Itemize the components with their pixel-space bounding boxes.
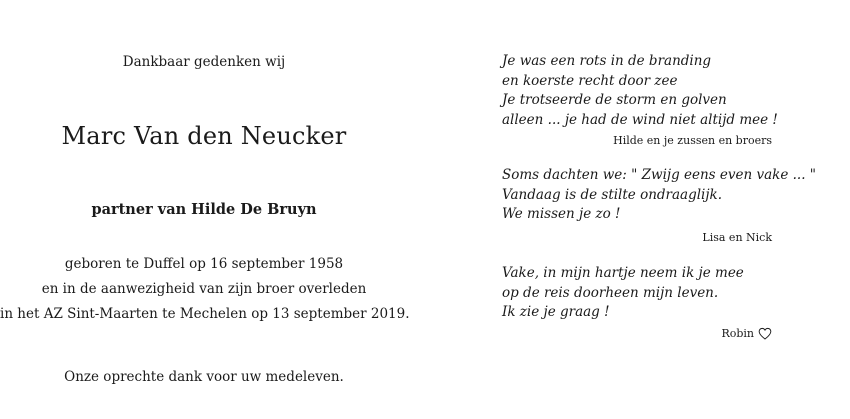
closing-text: Onze oprechte dank voor uw medeleven. [64,369,344,385]
poem-1-line: Je was een rots in de branding [502,53,712,69]
biography [0,252,408,327]
bio-line-presence: en in de aanwezigheid van zijn broer overleden [41,281,367,297]
poem-2-line: We missen je zo ! [502,206,621,222]
poem-3-signature-text: Robin [721,327,754,340]
poem-3-line: Vake, in mijn hartje neem ik je mee [502,265,744,281]
poem-1-line: Je trotseerde de storm en golven [502,92,727,108]
deceased-name: Marc Van den Neucker [61,122,347,150]
right-panel [486,0,850,419]
partner-line: partner van Hilde De Bruyn [91,201,317,218]
poem-3-signature [721,327,772,340]
heart-outline-icon [758,327,772,340]
poem-3 [502,264,744,323]
intro-text: Dankbaar gedenken wij [122,54,286,70]
poem-3-line: op de reis doorheen mijn leven. [502,284,719,301]
bio-line-death: in het AZ Sint-Maarten te Mechelen op 13 september 2019. [0,306,410,322]
poem-1 [502,52,778,130]
poem-2-line: Vandaag is de stilte ondraaglijk. [502,186,723,203]
bio-line-birth: geboren te Duffel op 16 september 1958 [64,256,344,272]
left-panel [0,0,408,419]
poem-2 [502,166,816,225]
poem-1-line: en koerste recht door zee [502,72,678,89]
poem-2-signature: Lisa en Nick [702,231,772,244]
poem-3-line: Ik zie je graag ! [502,304,610,320]
poem-2-line: Soms dachten we: " Zwijg eens even vake ... " [502,167,816,183]
poem-1-signature: Hilde en je zussen en broers [613,134,772,147]
poem-1-line: alleen ... je had de wind niet altijd mee ! [502,111,778,128]
